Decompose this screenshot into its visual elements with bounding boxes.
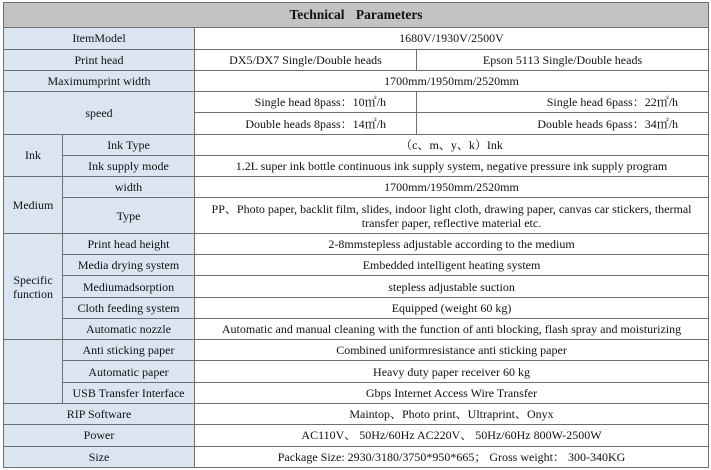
specific-row-value: Automatic and manual cleaning with the function of anti blocking, flash spray and moisturizing (195, 318, 709, 339)
medium-type-label: Type (63, 198, 195, 233)
print-head-label: Print head (4, 49, 195, 70)
ink-supply-label: Ink supply mode (63, 155, 195, 176)
specific-function-label: Specific function (4, 233, 63, 339)
extras-row-value: Combined uniformresistance anti sticking paper (195, 340, 709, 361)
table-row (4, 318, 709, 339)
table-row (4, 198, 709, 233)
item-model-value: 1680V/1930V/2500V (195, 28, 709, 49)
table-row (4, 28, 709, 49)
table-row (4, 134, 709, 155)
table-row (4, 446, 709, 467)
ink-supply-value: 1.2L super ink bottle continuous ink supply system, negative pressure ink supply program (195, 155, 709, 176)
power-label: Power (4, 425, 195, 446)
table-title: Technical Parameters (4, 3, 709, 28)
table-row (4, 233, 709, 254)
power-value: AC110V、 50Hz/60Hz AC220V、 50Hz/60Hz 800W-2500W (195, 425, 709, 446)
medium-type-value: PP、Photo paper, backlit film, slides, indoor light cloth, drawing paper, canvas car stickers, thermal transfer paper, reflective material etc. (195, 198, 709, 233)
speed-label: speed (4, 92, 195, 135)
max-width-label: Maximumprint width (4, 70, 195, 91)
specific-row-label: Mediumadsorption (63, 276, 195, 297)
specific-row-label: Automatic nozzle (63, 318, 195, 339)
speed-single-8pass: Single head 8pass：10㎡/h (195, 92, 417, 113)
table-row (4, 340, 709, 361)
table-row (4, 177, 709, 198)
specific-row-value: Equipped (weight 60 kg) (195, 297, 709, 318)
specific-row-value: stepless adjustable suction (195, 276, 709, 297)
speed-double-6pass: Double heads 6pass：34㎡/h (417, 113, 709, 134)
size-value: Package Size: 2930/3180/3750*950*665； Gross weight： 300-340KG (195, 446, 709, 467)
rip-software-value: Maintop、Photo print、Ultraprint、Onyx (195, 404, 709, 425)
print-head-value-dx: DX5/DX7 Single/Double heads (195, 49, 417, 70)
table-row (4, 155, 709, 176)
extras-row-value: Gbps Internet Access Wire Transfer (195, 382, 709, 403)
extras-row-value: Heavy duty paper receiver 60 kg (195, 361, 709, 382)
speed-double-8pass: Double heads 8pass：14㎡/h (195, 113, 417, 134)
max-width-value: 1700mm/1950mm/2520mm (195, 70, 709, 91)
table-row (4, 49, 709, 70)
specific-row-label: Print head height (63, 233, 195, 254)
ink-type-value: （c、m、y、k）Ink (195, 134, 709, 155)
print-head-value-epson: Epson 5113 Single/Double heads (417, 49, 709, 70)
table-row (4, 92, 709, 113)
table-row (4, 70, 709, 91)
table-row (4, 297, 709, 318)
table-row (4, 255, 709, 276)
technical-parameters-table (3, 2, 709, 468)
rip-software-label: RIP Software (4, 404, 195, 425)
specific-row-label: Media drying system (63, 255, 195, 276)
size-label: Size (4, 446, 195, 467)
medium-group-label: Medium (4, 177, 63, 234)
table-title-row (4, 3, 709, 28)
table-row (4, 382, 709, 403)
medium-width-value: 1700mm/1950mm/2520mm (195, 177, 709, 198)
specific-row-value: Embedded intelligent heating system (195, 255, 709, 276)
extras-row-label: Automatic paper (63, 361, 195, 382)
specific-row-value: 2-8mmstepless adjustable according to the medium (195, 233, 709, 254)
extras-row-label: USB Transfer Interface (63, 382, 195, 403)
table-row (4, 361, 709, 382)
extras-row-label: Anti sticking paper (63, 340, 195, 361)
table-row (4, 276, 709, 297)
medium-width-label: width (63, 177, 195, 198)
item-model-label: ItemModel (4, 28, 195, 49)
ink-group-label: Ink (4, 134, 63, 177)
speed-single-6pass: Single head 6pass：22㎡/h (417, 92, 709, 113)
ink-type-label: Ink Type (63, 134, 195, 155)
table-row (4, 425, 709, 446)
table-row (4, 404, 709, 425)
extras-group-cell (4, 340, 63, 404)
specific-row-label: Cloth feeding system (63, 297, 195, 318)
